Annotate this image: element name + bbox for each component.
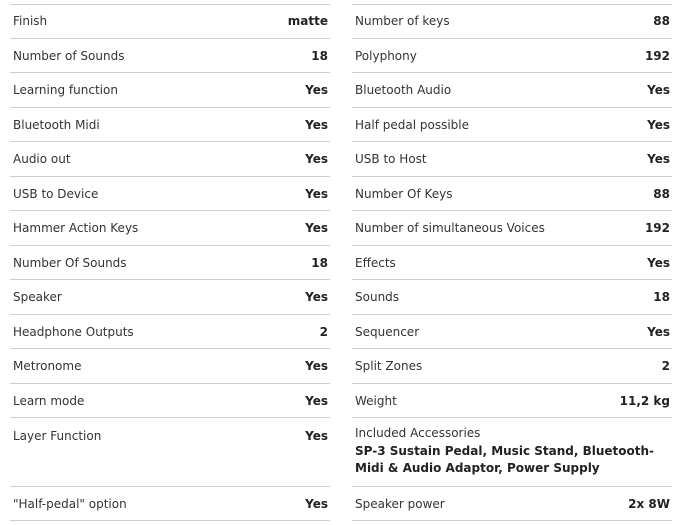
spec-value: 2 <box>661 359 670 373</box>
spec-value: Yes <box>305 393 328 408</box>
spec-label: USB to Host <box>355 152 427 166</box>
spec-row-learning-function <box>10 73 330 108</box>
spec-label: Bluetooth Midi <box>13 117 100 132</box>
spec-value: Yes <box>647 255 670 270</box>
spec-row-polyphony <box>352 39 672 73</box>
spec-row-number-of-keys <box>352 4 672 39</box>
spec-label: Headphone Outputs <box>13 324 134 339</box>
spec-value: 192 <box>644 48 670 63</box>
spec-value: Yes <box>305 117 328 132</box>
spec-row-bluetooth-midi <box>10 108 330 142</box>
spec-label: Finish <box>13 14 48 28</box>
spec-label: Half pedal possible <box>355 117 469 132</box>
spec-label: "Half-pedal" option <box>13 496 127 511</box>
spec-label: Split Zones <box>355 359 423 373</box>
spec-label: Learning function <box>13 83 118 97</box>
spec-row-half-pedal-option <box>10 487 330 521</box>
spec-value: Yes <box>305 221 328 235</box>
spec-label: Speaker power <box>355 496 445 511</box>
spec-row-learn-mode <box>10 384 330 418</box>
spec-label: Polyphony <box>355 48 417 63</box>
spec-row-number-of-keys-2 <box>352 177 672 211</box>
spec-label: USB to Device <box>13 186 99 201</box>
spec-value: 2 <box>319 324 328 339</box>
spec-row-usb-to-device <box>10 177 330 211</box>
spec-value: 192 <box>644 221 670 235</box>
spec-label: Number of simultaneous Voices <box>355 221 545 235</box>
spec-value: 88 <box>653 186 670 201</box>
spec-label: Effects <box>355 255 396 270</box>
spec-row-finish <box>10 4 330 39</box>
spec-value: Yes <box>647 117 670 132</box>
spec-label: Layer Function <box>13 428 102 443</box>
spec-row-audio-out <box>10 142 330 177</box>
spec-row-effects <box>352 246 672 280</box>
spec-label: Sequencer <box>355 324 420 339</box>
spec-label: Hammer Action Keys <box>13 221 139 235</box>
spec-label: Sounds <box>355 290 400 304</box>
spec-row-spacer <box>10 453 330 487</box>
spec-row-sounds <box>352 280 672 315</box>
spec-label: Audio out <box>13 152 71 166</box>
spec-row-included-accessories <box>352 418 672 487</box>
spec-row-number-of-sounds-2 <box>10 246 330 280</box>
spec-value: Yes <box>305 186 328 201</box>
spec-value: 18 <box>653 290 670 304</box>
spec-value: Yes <box>647 152 670 166</box>
spec-row-number-of-sounds <box>10 39 330 73</box>
spec-row-weight <box>352 384 672 418</box>
spec-row-speaker <box>10 280 330 315</box>
spec-value: Yes <box>305 83 328 97</box>
spec-value: 2x 8W <box>628 496 670 511</box>
spec-row-headphone-outputs <box>10 315 330 349</box>
spec-row-layer-function <box>10 418 330 453</box>
spec-value: matte <box>287 14 328 28</box>
spec-label: Speaker <box>13 290 62 304</box>
spec-row-metronome <box>10 349 330 384</box>
spec-label: Included Accessories <box>355 426 481 440</box>
spec-row-speaker-power <box>352 487 672 521</box>
spec-row-hammer-action-keys <box>10 211 330 246</box>
spec-row-simultaneous-voices <box>352 211 672 246</box>
spec-value: Yes <box>647 83 670 97</box>
spec-value: Yes <box>305 428 328 443</box>
spec-row-usb-to-host <box>352 142 672 177</box>
spec-label: Number of keys <box>355 14 450 28</box>
spec-label: Weight <box>355 393 397 408</box>
spec-value: 11,2 kg <box>619 393 670 408</box>
spec-value: 88 <box>653 14 670 28</box>
spec-value: Yes <box>305 290 328 304</box>
spec-value: 18 <box>311 48 328 63</box>
spec-label: Number Of Keys <box>355 186 453 201</box>
spec-label: Number of Sounds <box>13 48 125 63</box>
spec-row-split-zones <box>352 349 672 384</box>
spec-row-half-pedal-possible <box>352 108 672 142</box>
spec-label: Bluetooth Audio <box>355 83 452 97</box>
spec-label: Metronome <box>13 359 82 373</box>
spec-value: 18 <box>311 255 328 270</box>
spec-value: Yes <box>305 152 328 166</box>
spec-value: Yes <box>305 496 328 511</box>
spec-value: SP-3 Sustain Pedal, Music Stand, Bluetooth-Midi & Audio Adaptor, Power Supply <box>355 444 655 475</box>
spec-row-bluetooth-audio <box>352 73 672 108</box>
spec-value: Yes <box>305 359 328 373</box>
spec-label: Number Of Sounds <box>13 255 127 270</box>
spec-value: Yes <box>647 324 670 339</box>
spec-label: Learn mode <box>13 393 85 408</box>
spec-row-sequencer <box>352 315 672 349</box>
